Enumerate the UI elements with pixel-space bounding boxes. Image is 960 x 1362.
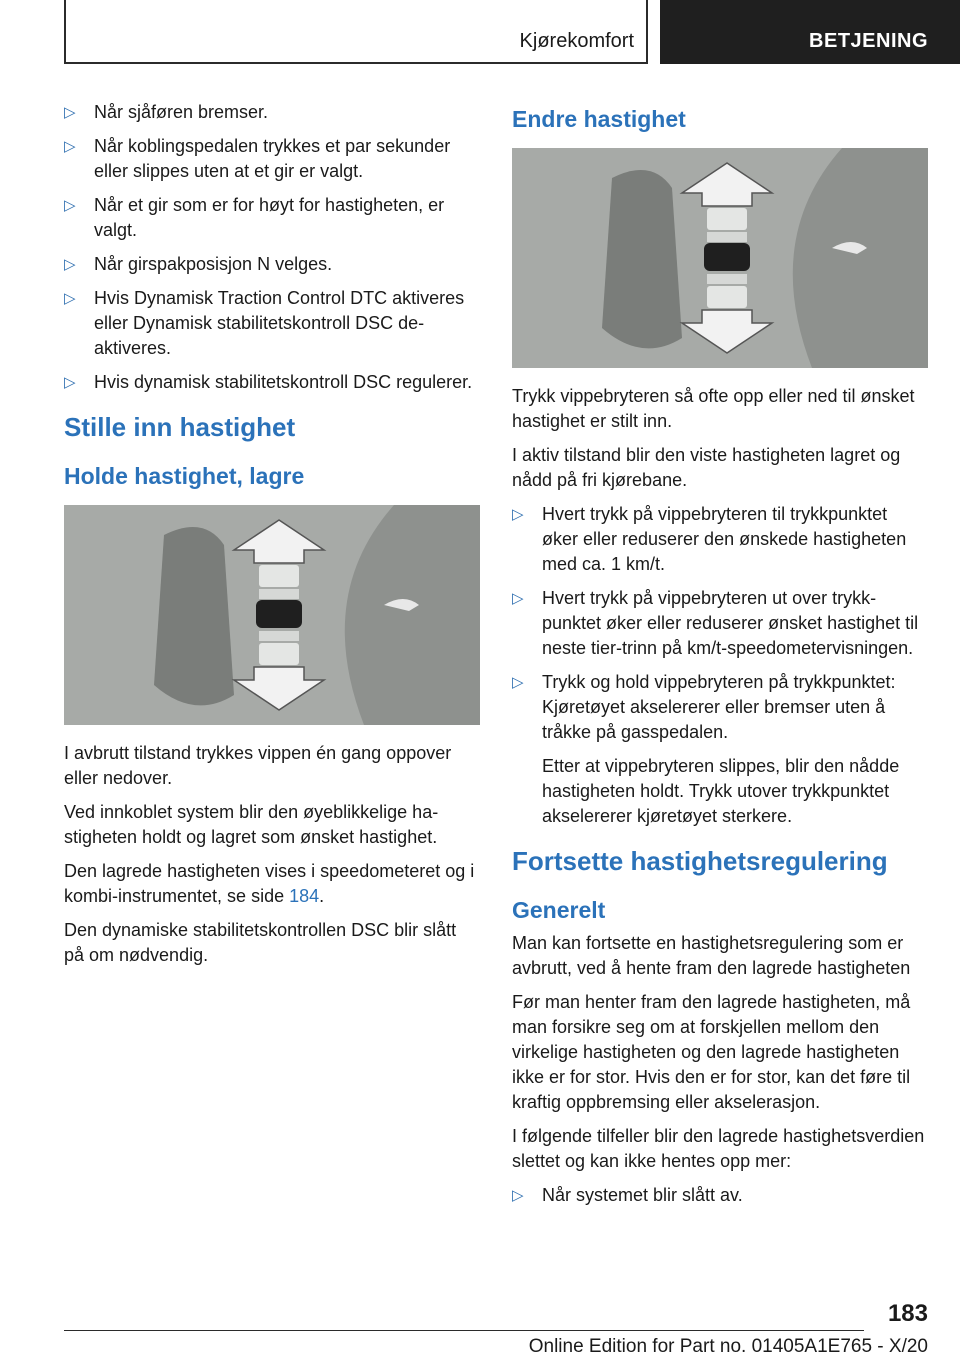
left-column [64, 100, 480, 977]
footer-edition: Online Edition for Part no. 01405A1E765 - X/20 [528, 1336, 928, 1357]
paragraph: Den dynamiske stabilitetskontrollen DSC blir slått på om nødvendig. [64, 920, 457, 965]
paragraph: Før man henter fram den lagrede hastigheten, må man forsikre seg om at forskjellen mellom den virkelige hastigheten og den lagrede hastigheten ikke er for stor. Hvis den er for stor, kan det føre til kraftig oppbremsing eller akselerasjon. [512, 992, 911, 1112]
list-item: ▷ Når sjåføren bremser. [64, 100, 480, 125]
paragraph: Man kan fortsette en hastighetsregulering som er avbrutt, ved å hente fram den lagrede hastigheten [512, 933, 911, 978]
section-heading-set-speed: Stille inn hastighet [64, 412, 296, 442]
footer-divider [64, 1330, 864, 1331]
list-item: ▷ Hvert trykk på vippebryteren til trykkpunktet øker eller reduserer den ønskede hastigheten med ca. 1 km/t. [512, 502, 928, 577]
page-reference-link[interactable]: 184 [289, 886, 320, 906]
list-item: ▷ Hvert trykk på vippebryteren ut over trykkpunktet øker eller reduserer ønsket hastighet til neste tier-trinn på km/t-speedometervisningen. [512, 586, 928, 661]
paragraph [64, 859, 480, 909]
list-item: ▷ Når girspakposisjon N velges. [64, 252, 480, 277]
paragraph: Trykk vippebryteren så ofte opp eller ned til ønsket hastighet er stilt inn. [512, 386, 915, 431]
paragraph-text: Den lagrede hastigheten vises i speedometeret og i kombi-instrumentet, se side [64, 861, 475, 906]
list-item: ▷ Hvis Dynamisk Traction Control DTC aktiveres eller Dynamisk stabilitetskontroll DSC deaktiveres. [64, 286, 480, 361]
subheading-general: Generelt [512, 897, 606, 923]
paragraph: I avbrutt tilstand trykkes vippen én gang oppover eller nedover. [64, 743, 452, 788]
section-heading-resume: Fortsette hastighetsregulering [512, 846, 888, 876]
list-item: ▷ Når systemet blir slått av. [512, 1183, 928, 1208]
page-number: 183 [887, 1300, 928, 1327]
paragraph: I aktiv tilstand blir den viste hastigheten lagret og nådd på fri kjørebane. [512, 445, 901, 490]
list-item-continuation: Etter at vippebryteren slippes, blir den nådde hastigheten holdt. Trykk utover trykkpunktet akselererer kjøretøyet sterkere. [542, 756, 900, 826]
subheading-change-speed: Endre hastighet [512, 106, 686, 132]
subheading-hold-speed: Holde hastighet, lagre [64, 463, 305, 489]
header-chapter-box [64, 0, 648, 64]
header-section-tab [660, 0, 960, 64]
list-item: ▷ Når koblingspedalen trykkes et par sekunder eller slippes uten at et gir er valgt. [64, 134, 480, 184]
paragraph: Ved innkoblet system blir den øyeblikkelige hastigheten holdt og lagret som ønsket hastighet. [64, 802, 439, 847]
right-column [512, 100, 928, 1217]
list-item: ▷ Trykk og hold vippebryteren på trykkpunktet: Kjøretøyet akselererer eller bremser uten å tråkke på gasspedalen. [512, 670, 928, 745]
header-chapter: Kjørekomfort [519, 30, 634, 52]
paragraph-text: . [319, 886, 325, 906]
list-item: ▷ Når et gir som er for høyt for hastigheten, er valgt. [64, 193, 480, 243]
steering-wheel-rocker-illustration [512, 148, 928, 368]
steering-wheel-rocker-illustration [64, 505, 480, 725]
header-section: BETJENING [809, 30, 928, 52]
paragraph: I følgende tilfeller blir den lagrede hastighetsverdien slettet og kan ikke hentes opp mer: [512, 1126, 925, 1171]
list-item: ▷ Hvis dynamisk stabilitetskontroll DSC regulerer. [64, 370, 480, 395]
